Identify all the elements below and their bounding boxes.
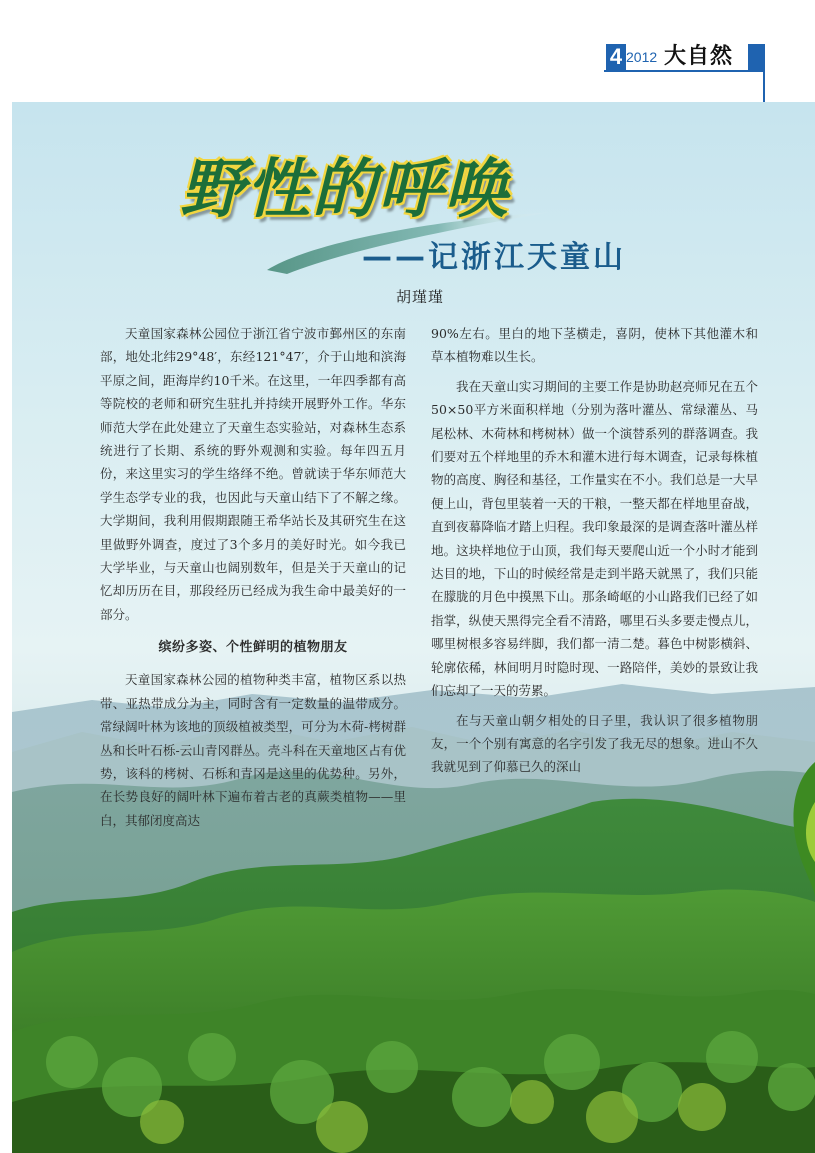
page-header (0, 0, 815, 102)
article-subtitle: ——记浙江天童山 (362, 240, 626, 275)
issue-number: 4 (606, 44, 626, 70)
article-panel (12, 102, 815, 1153)
paragraph: 我在天童山实习期间的主要工作是协助赵亮师兄在五个50×50平方米面积样地（分别为落叶灌丛、常绿灌丛、马尾松林、木荷林和栲树林）做一个演替系列的群落调查。我们要对五个样地里的乔木和灌木进行每木调查，记录每株植物的高度、胸径和基径，工作量实在不小。我们总是一大早便上山，背包里装着一天的干粮，一整天都在样地里奋战，直到夜幕降临才踏上归程。我印象最深的是调查落叶灌丛样地。这块样地位于山顶，我们每天要爬山近一个小时才能到达目的地，下山的时候经常是走到半路天就黑了，我们只能在朦胧的月色中摸黑下山。那条崎岖的小山路我们已经了如指掌，纵使天黑得完全看不清路，哪里石头多要走慢点儿，哪里树根多容易绊脚，我们都一清二楚。暮色中树影横斜、轮廓依稀，林间明月时隐时现、一路陪伴，美妙的景致让我们忘却了一天的劳累。 (431, 378, 758, 699)
issue-year: 2012 (626, 49, 658, 65)
header-accent-block (748, 44, 765, 72)
section-heading: 缤纷多姿、个性鲜明的植物朋友 (158, 640, 348, 656)
paragraph: 天童国家森林公园的植物种类丰富，植物区系以热带、亚热带成分为主，同时含有一定数量的温带成分。常绿阔叶林为该地的顶级植被类型，可分为木荷-栲树群丛和长叶石栎-云山青冈群丛。壳斗科在天童地区占有优势，该科的栲树、石栎和青冈是这里的优势种。另外，在长势良好的阔叶林下遍布着古老的真蕨类植物——里白，其郁闭度高达 (100, 672, 406, 828)
right-column (431, 322, 758, 779)
article-title: 野性的呼唤 (180, 152, 510, 227)
header-rule (604, 70, 748, 72)
magazine-name: 大自然 (664, 43, 734, 69)
left-column (100, 322, 406, 832)
paragraph: 天童国家森林公园位于浙江省宁波市鄞州区的东南部，地处北纬29°48′，东经121°47′，介于山地和滨海平原之间，距海岸约10千米。在这里，一年四季都有高等院校的老师和研究生驻扎并持续开展野外工作。华东师范大学在此处建立了天童生态实验站，对森林生态系统进行了长期、系统的野外观测和实验。每年四五月份，来这里实习的学生络绎不绝。曾就读于华东师范大学生态学专业的我，也因此与天童山结下了不解之缘。大学期间，我利用假期跟随王希华站长及其研究生在这里做野外调查，度过了3个多月的美好时光。如今我已大学毕业，与天童山也阔别数年，但是关于天童山的记忆却历历在目，那段经历已经成为我生命中最美好的一部分。 (100, 326, 406, 622)
header-accent-line (763, 72, 765, 102)
paragraph: 90%左右。里白的地下茎横走，喜阴，使林下其他灌木和草本植物难以生长。 (431, 326, 758, 365)
article-author: 胡瑾瑾 (396, 288, 445, 306)
paragraph: 在与天童山朝夕相处的日子里，我认识了很多植物朋友，一个个别有寓意的名字引发了我无尽的想象。进山不久我就见到了仰慕已久的深山 (431, 712, 758, 775)
